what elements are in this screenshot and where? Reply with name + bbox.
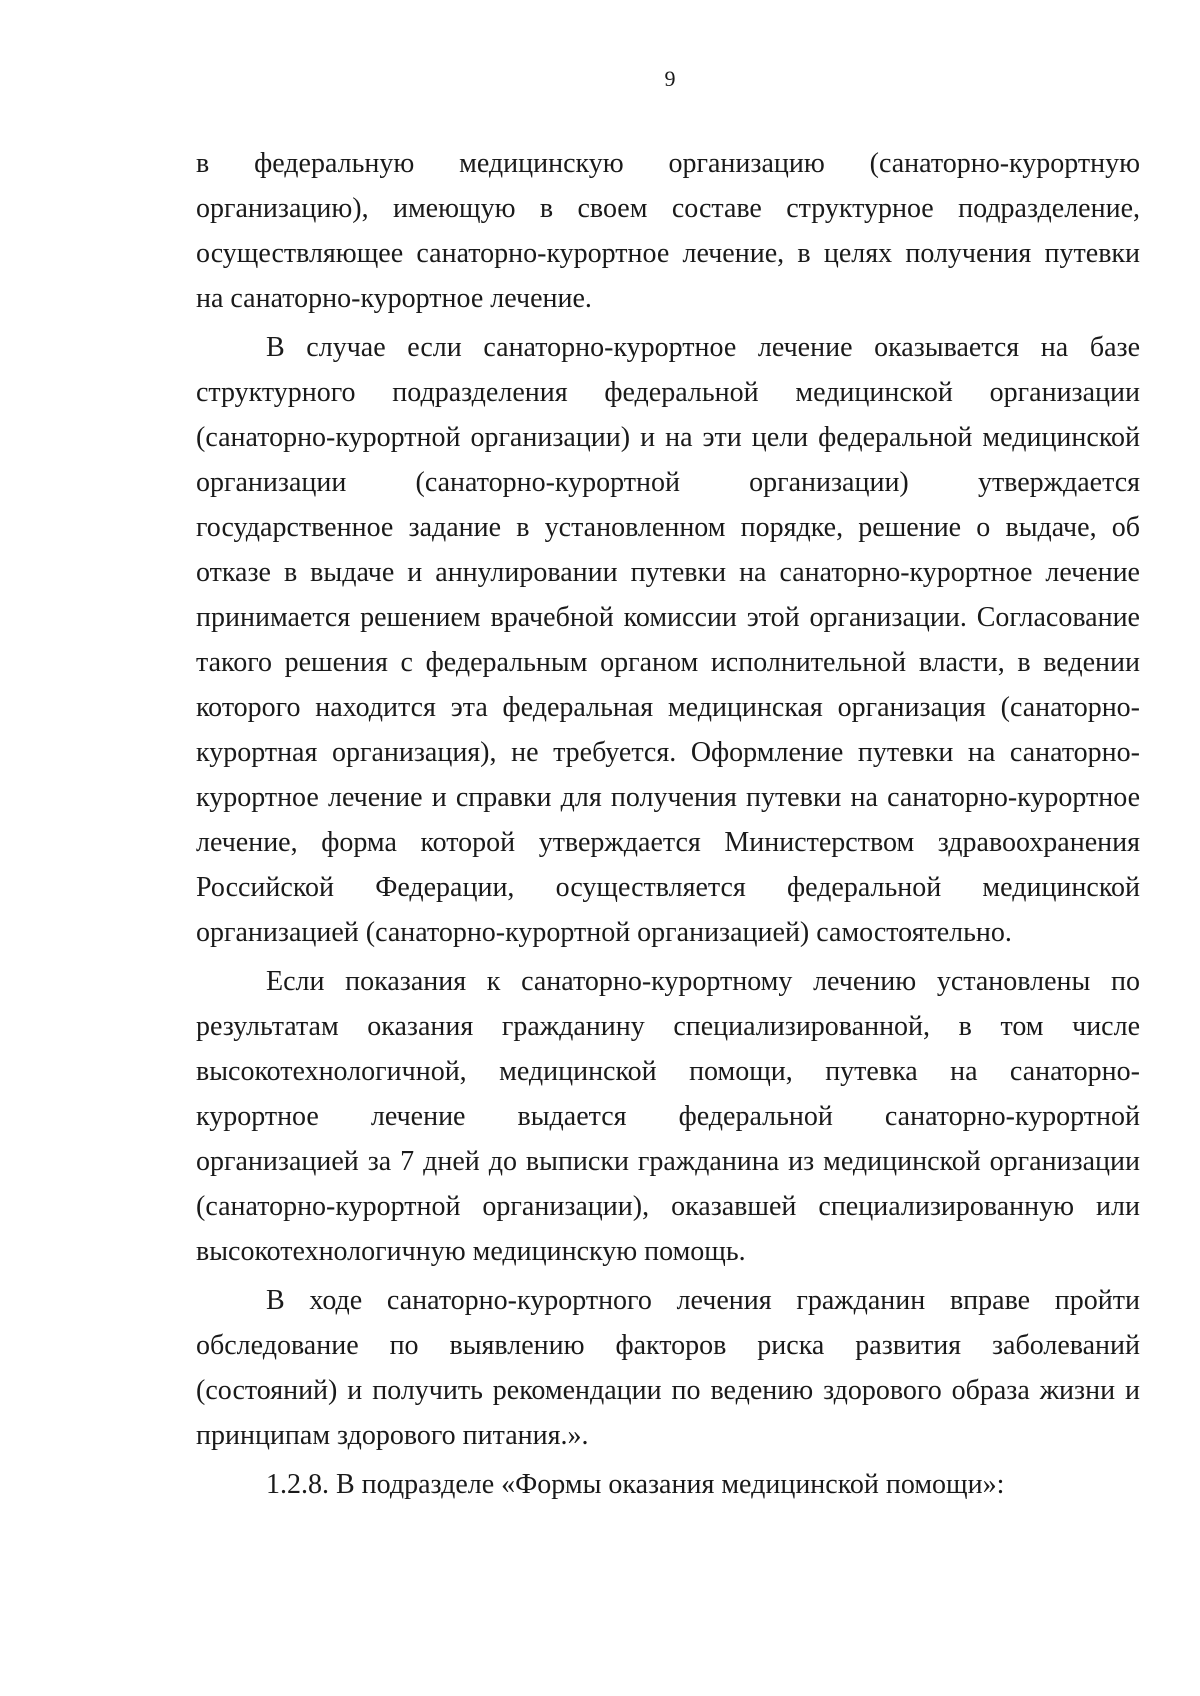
- text-line: в федеральную медицинскую организацию (санаторно-курортную: [196, 148, 1140, 179]
- text-line: осуществляющее санаторно-курортное лечение, в целях получения путевки: [196, 238, 1140, 269]
- paragraph: [196, 1462, 1140, 1507]
- text-line: которого находится эта федеральная медицинская организация (санаторно-: [196, 692, 1140, 723]
- text-line: курортное лечение выдается федеральной санаторно-курортной: [196, 1101, 1140, 1132]
- text-line: государственное задание в установленном порядке, решение о выдаче, об: [196, 512, 1140, 543]
- text-line: организацию), имеющую в своем составе структурное подразделение,: [196, 193, 1140, 224]
- text-line: высокотехнологичную медицинскую помощь.: [196, 1236, 746, 1267]
- text-line: на санаторно-курортное лечение.: [196, 283, 592, 314]
- paragraph: [196, 959, 1140, 1274]
- paragraph: [196, 141, 1140, 321]
- paragraph: [196, 325, 1140, 955]
- text-line: В случае если санаторно-курортное лечение оказывается на базе: [266, 332, 1140, 363]
- text-line: такого решения с федеральным органом исполнительной власти, в ведении: [196, 647, 1140, 678]
- text-line: Российской Федерации, осуществляется федеральной медицинской: [196, 872, 1140, 903]
- text-line: принимается решением врачебной комиссии этой организации. Согласование: [196, 602, 1140, 633]
- text-line: лечение, форма которой утверждается Министерством здравоохранения: [196, 827, 1140, 858]
- document-body: [196, 141, 1140, 1511]
- text-line: структурного подразделения федеральной медицинской организации: [196, 377, 1140, 408]
- text-line: (санаторно-курортной организации) и на эти цели федеральной медицинской: [196, 422, 1140, 453]
- text-line: организацией (санаторно-курортной организацией) самостоятельно.: [196, 917, 1012, 948]
- text-line: отказе в выдаче и аннулировании путевки на санаторно-курортное лечение: [196, 557, 1140, 588]
- text-line: обследование по выявлению факторов риска развития заболеваний: [196, 1330, 1140, 1361]
- text-line: курортное лечение и справки для получения путевки на санаторно-курортное: [196, 782, 1140, 813]
- text-line: (санаторно-курортной организации), оказавшей специализированную или: [196, 1191, 1140, 1222]
- text-line: 1.2.8. В подразделе «Формы оказания медицинской помощи»:: [266, 1469, 1005, 1500]
- text-line: Если показания к санаторно-курортному лечению установлены по: [266, 966, 1140, 997]
- paragraph: [196, 1278, 1140, 1458]
- text-line: принципам здорового питания.».: [196, 1420, 589, 1451]
- text-line: высокотехнологичной, медицинской помощи, путевка на санаторно-: [196, 1056, 1140, 1087]
- text-line: В ходе санаторно-курортного лечения гражданин вправе пройти: [266, 1285, 1140, 1316]
- text-line: организации (санаторно-курортной организации) утверждается: [196, 467, 1140, 498]
- text-line: курортная организация), не требуется. Оформление путевки на санаторно-: [196, 737, 1140, 768]
- text-line: (состояний) и получить рекомендации по ведению здорового образа жизни и: [196, 1375, 1140, 1406]
- text-line: организацией за 7 дней до выписки гражданина из медицинской организации: [196, 1146, 1140, 1177]
- text-line: результатам оказания гражданину специализированной, в том числе: [196, 1011, 1140, 1042]
- page-number: 9: [664, 66, 676, 91]
